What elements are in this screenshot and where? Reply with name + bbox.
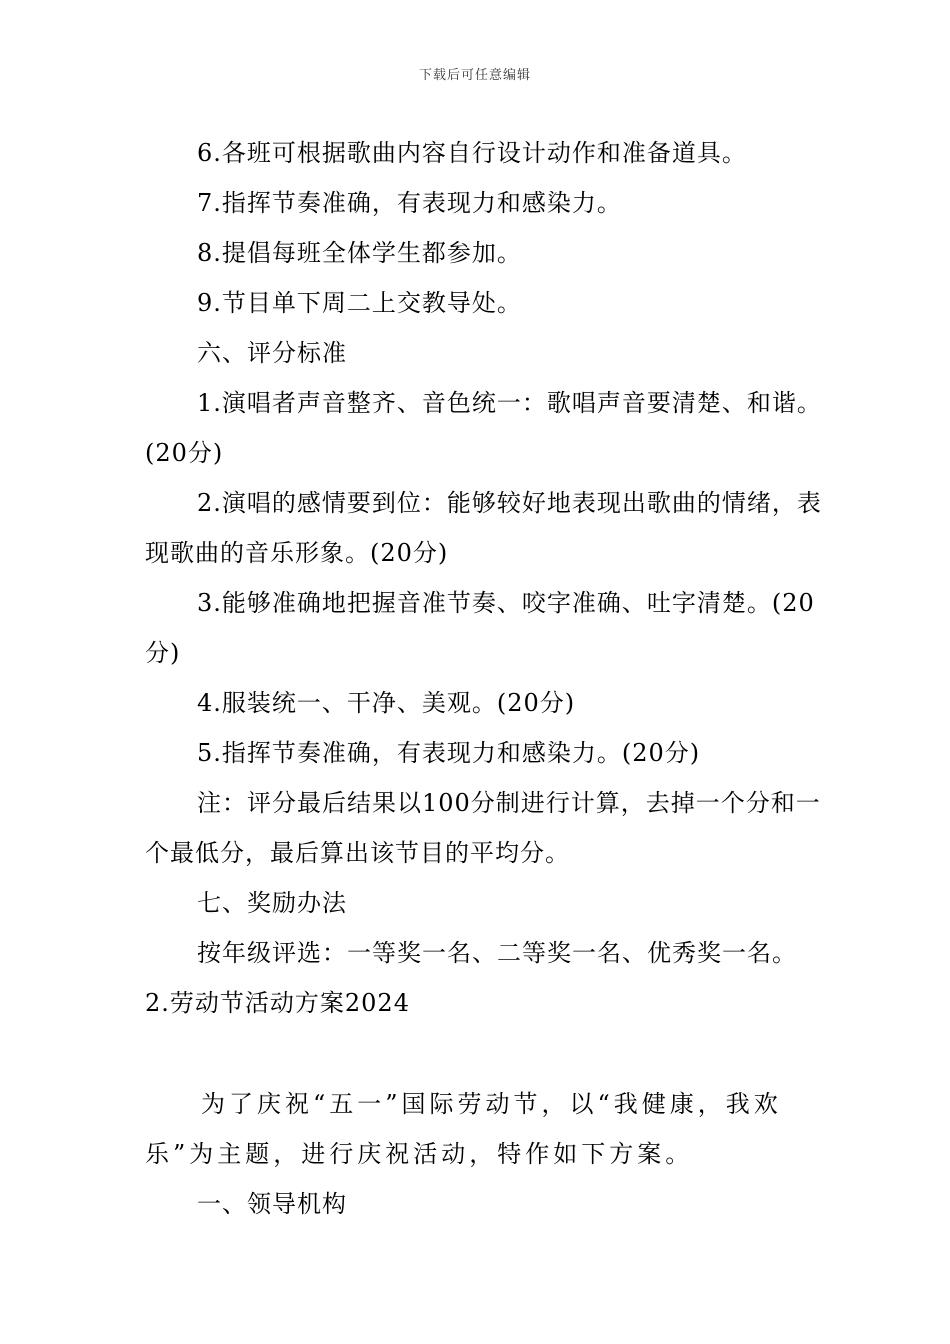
document-body (145, 128, 835, 1229)
intro-paragraph: 为了庆祝“五一”国际劳动节，以“我健康，我欢乐”为主题，进行庆祝活动，特作如下方案。 (145, 1090, 782, 1168)
scoring-item-5: 5.指挥节奏准确，有表现力和感染力。(20分) (197, 739, 701, 767)
scoring-note: 注：评分最后结果以100分制进行计算，去掉一个分和一个最低分，最后算出该节目的平均分。 (145, 789, 821, 867)
paragraph-item-6: 6.各班可根据歌曲内容自行设计动作和准备道具。 (197, 139, 747, 167)
section-heading-scoring: 六、评分标准 (197, 339, 347, 367)
scoring-item-2: 2.演唱的感情要到位：能够较好地表现出歌曲的情绪，表现歌曲的音乐形象。(20分) (145, 489, 822, 567)
scoring-item-4: 4.服装统一、干净、美观。(20分) (197, 689, 576, 717)
awards-text: 按年级评选：一等奖一名、二等奖一名、优秀奖一名。 (197, 939, 797, 967)
section-heading-leadership: 一、领导机构 (197, 1190, 347, 1218)
page-header: 下载后可任意编辑 (418, 68, 531, 83)
paragraph-item-7: 7.指挥节奏准确，有表现力和感染力。 (197, 189, 622, 217)
paragraph-item-8: 8.提倡每班全体学生都参加。 (197, 239, 522, 267)
paragraph-item-9: 9.节目单下周二上交教导处。 (197, 289, 522, 317)
scoring-item-1: 1.演唱者声音整齐、音色统一：歌唱声音要清楚、和谐。(20分) (145, 389, 822, 467)
section-heading-awards: 七、奖励办法 (197, 889, 347, 917)
scoring-item-3: 3.能够准确地把握音准节奏、咬字准确、吐字清楚。(20分) (145, 589, 815, 667)
document-title: 2.劳动节活动方案2024 (145, 989, 410, 1017)
